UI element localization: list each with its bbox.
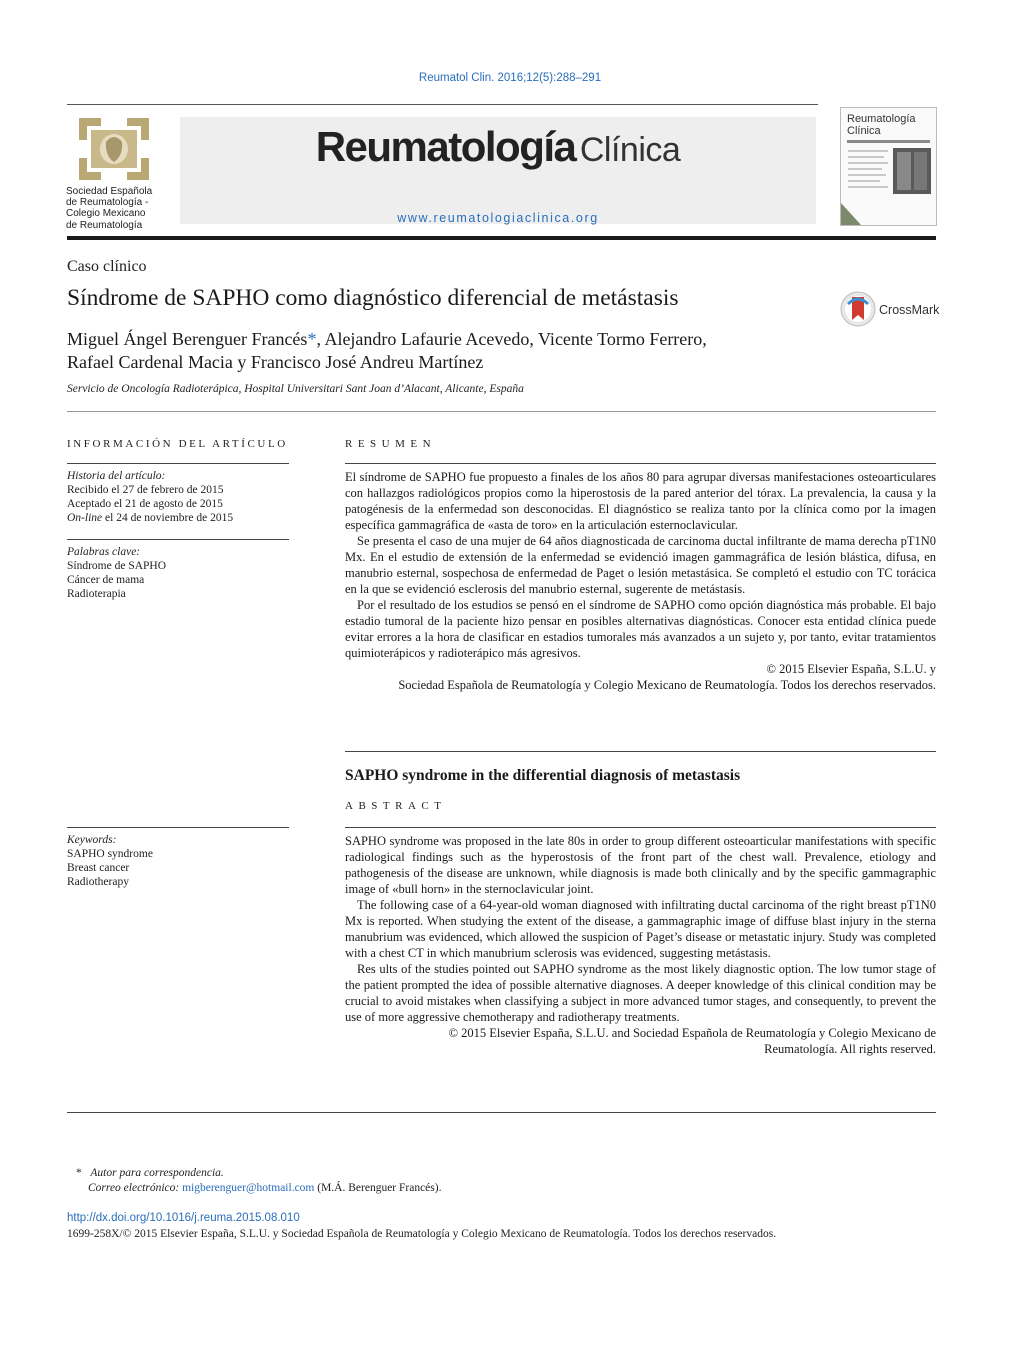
keyword-item: Síndrome de SAPHO — [67, 560, 167, 572]
keywords-en — [67, 833, 289, 889]
society-logo-block — [66, 118, 166, 231]
resumen-end-rule — [345, 751, 936, 752]
cover-text-line — [848, 186, 888, 188]
journal-masthead — [180, 117, 816, 224]
abstract-paragraph: Res ults of the studies pointed out SAPHO syndrome as the most likely diagnostic option. The low tumor stage of the patient prompted the idea of possible alternative diagnoses. A deeper knowledge of this clinical condition may be crucial to avoid mistakes when classifying a subject in more advanced tumor stages, and consequently, to prevent the use of more aggressive chemotherapy and radiotherapy treatments. — [345, 962, 936, 1024]
crossmark-icon — [840, 290, 876, 328]
article-info-heading-text: INFORMACIÓN DEL ARTÍCULO — [67, 438, 288, 450]
society-emblem-icon — [79, 118, 149, 180]
cover-title — [847, 113, 916, 137]
abstract-paragraph: The following case of a 64-year-old woman diagnosed with infiltrating ductal carcinoma of the right breast pT1N0 Mx is reported. When studying the extent of the disease, a gammagraphic image of diffuse blast injury in the sterna manubrium was evidenced, which allowed the suspicion of Paget’s disease or metastatic injury. Study was completed with a chest CT in which manubrium sclerosis was evidenced, suggesting metástasis. — [345, 898, 936, 960]
cover-text-line — [848, 150, 888, 152]
cover-title-line: Reumatología — [847, 113, 916, 125]
correspondence-footnote — [67, 1166, 441, 1196]
email-label: Correo electrónico: — [88, 1182, 180, 1194]
society-name-line: Sociedad Española — [66, 186, 153, 197]
resumen-heading-text: RESUMEN — [345, 438, 437, 450]
online-date-text: el 24 de noviembre de 2015 — [102, 512, 234, 524]
journal-url-link[interactable]: www.reumatologiaclinica.org — [397, 211, 599, 225]
doi-link[interactable]: http://dx.doi.org/10.1016/j.reuma.2015.08.010 — [67, 1212, 300, 1224]
keywords-es-label: Palabras clave: — [67, 546, 141, 558]
resumen-heading — [345, 438, 436, 450]
cover-text-line — [848, 168, 882, 170]
content-bottom-rule — [67, 1112, 936, 1113]
accepted-date: Aceptado el 21 de agosto de 2015 — [67, 498, 223, 510]
article-info-rule — [67, 463, 289, 464]
society-name-line: de Reumatología — [66, 219, 143, 231]
cover-image-detail — [897, 152, 911, 190]
keyword-item: Radiotherapy — [67, 876, 129, 888]
author-name: Miguel Ángel Berenguer Francés — [67, 329, 308, 349]
abstract-paragraph: SAPHO syndrome was proposed in the late 80s in order to group different osteoarticular manifestations with specific radiological findings such as the hyperostosis of the front part of the chest wall. Prevalence, etiology and pathogenesis of the disease are unknown, while diagnosis is made both clinically and by the specific gammagraphic image of «bull horn» in the sternoclavicular joint. — [345, 834, 936, 896]
abstract-heading-text: ABSTRACT — [345, 800, 447, 812]
cover-corner — [841, 203, 861, 225]
english-title: SAPHO syndrome in the differential diagnosis of metastasis — [345, 767, 741, 784]
society-name-line: Colegio Mexicano — [66, 208, 146, 220]
keywords-es — [67, 545, 289, 601]
journal-title-bold: Reumatología — [315, 123, 576, 170]
author-list — [67, 328, 827, 374]
keywords-en-rule — [67, 827, 289, 828]
cover-text-line — [848, 180, 880, 182]
authors-line — [67, 328, 827, 351]
abstract-rule — [345, 827, 936, 828]
online-date — [67, 511, 289, 525]
footer-copyright: 1699-258X/© 2015 Elsevier España, S.L.U. y Sociedad Española de Reumatología y Colegio Mexicano de Reumatología. Todos los derechos reservados. — [67, 1228, 777, 1240]
correspondence-label: Autor para correspondencia. — [90, 1167, 224, 1179]
correspondence-line — [67, 1166, 441, 1181]
article-info-heading — [67, 438, 288, 450]
journal-cover-thumbnail — [840, 107, 937, 226]
footnote-marker: * — [76, 1167, 82, 1179]
resumen-paragraph: Por el resultado de los estudios se pensó en el síndrome de SAPHO como opción diagnóstica más probable. El bajo estadio tumoral de la paciente hizo pensar en posibles alternativas diagnósticas. Conocer esta entidad clínica puede evitar errores a la hora de clasificar en estadios tumorales más avanzados a un sujeto y, por tanto, evitar tratamientos quimioterápicos y radioterápico más agresivos. — [345, 598, 936, 660]
header-bottom-rule — [67, 411, 936, 412]
online-date-prefix: On-line — [67, 512, 103, 524]
keywords-en-label: Keywords: — [67, 834, 117, 846]
cover-text-line — [848, 174, 886, 176]
cover-text-line — [848, 162, 888, 164]
authors-line: Rafael Cardenal Macia y Francisco José Andreu Martínez — [67, 352, 484, 372]
email-line — [67, 1181, 441, 1196]
crossmark-label: CrossMark — [879, 303, 940, 317]
society-name — [66, 186, 166, 231]
cover-text-line — [848, 156, 884, 158]
received-date: Recibido el 27 de febrero de 2015 — [67, 484, 224, 496]
keywords-es-rule — [67, 539, 289, 540]
header-divider — [67, 104, 818, 105]
keyword-item: Radioterapia — [67, 588, 126, 600]
keyword-item: SAPHO syndrome — [67, 848, 153, 860]
abstract-copyright: © 2015 Elsevier España, S.L.U. and Sociedad Española de Reumatología y Colegio Mexicano de — [448, 1026, 936, 1040]
resumen-rule — [345, 463, 936, 464]
article-title: Síndrome de SAPHO como diagnóstico diferencial de metástasis — [67, 285, 679, 311]
resumen-copyright: © 2015 Elsevier España, S.L.U. y — [766, 662, 936, 676]
author-affiliation: Servicio de Oncología Radioterápica, Hospital Universitari Sant Joan d’Alacant, Alicante, España — [67, 383, 524, 395]
crossmark-badge[interactable] — [840, 290, 940, 328]
masthead-thick-rule — [67, 236, 936, 240]
keyword-item: Breast cancer — [67, 862, 130, 874]
abstract-heading — [345, 800, 446, 812]
resumen-paragraph: El síndrome de SAPHO fue propuesto a finales de los años 80 para agrupar diversas manifestaciones osteoarticulares con hallazgos radiológicos propios como la hiperostosis de la pared anterior del tórax. La prevalencia, la causa y la patogénesis de la enfermedad son desconocidas. El diagnóstico se realiza tanto por la clínica como por la imagen específica gammagráfica de «asta de toro» en la articulación esternoclavicular. — [345, 470, 936, 532]
cover-image-detail — [914, 152, 927, 190]
author-names: , Alejandro Lafaurie Acevedo, Vicente Tormo Ferrero, — [316, 329, 707, 349]
keyword-item: Cáncer de mama — [67, 574, 145, 586]
society-name-line: de Reumatología - — [66, 197, 149, 209]
cover-stripe — [847, 140, 930, 143]
email-link[interactable]: migberenguer@hotmail.com — [182, 1182, 315, 1194]
history-label: Historia del artículo: — [67, 470, 166, 482]
article-history — [67, 469, 289, 525]
journal-title — [180, 123, 816, 171]
abstract-body — [345, 833, 936, 1057]
cover-title-line: Clínica — [847, 125, 881, 137]
journal-citation[interactable]: Reumatol Clin. 2016;12(5):288–291 — [418, 72, 602, 84]
resumen-body — [345, 469, 936, 693]
corresponding-author-marker[interactable]: * — [307, 329, 317, 349]
resumen-paragraph: Se presenta el caso de una mujer de 64 años diagnosticada de carcinoma ductal infiltrante de mama derecha pT1N0 Mx. En el estudio de extensión de la enfermedad se evidenció imagen gammagráfica de lesión blástica, difusa, en manubrio esternal, sospechosa de enfermedad de Paget o lesión metastásica. Se completó el estudio con TC torácica en la que se evidenció esclerosis del manubrio esternal, sugerente de metástasis. — [345, 534, 936, 596]
resumen-copyright: Sociedad Española de Reumatología y Colegio Mexicano de Reumatología. Todos los derechos reservados. — [398, 678, 936, 692]
article-section-label: Caso clínico — [67, 258, 147, 275]
journal-title-light: Clínica — [579, 131, 681, 169]
email-owner: (M.Á. Berenguer Francés). — [314, 1182, 442, 1194]
abstract-copyright: Reumatología. All rights reserved. — [764, 1042, 936, 1056]
